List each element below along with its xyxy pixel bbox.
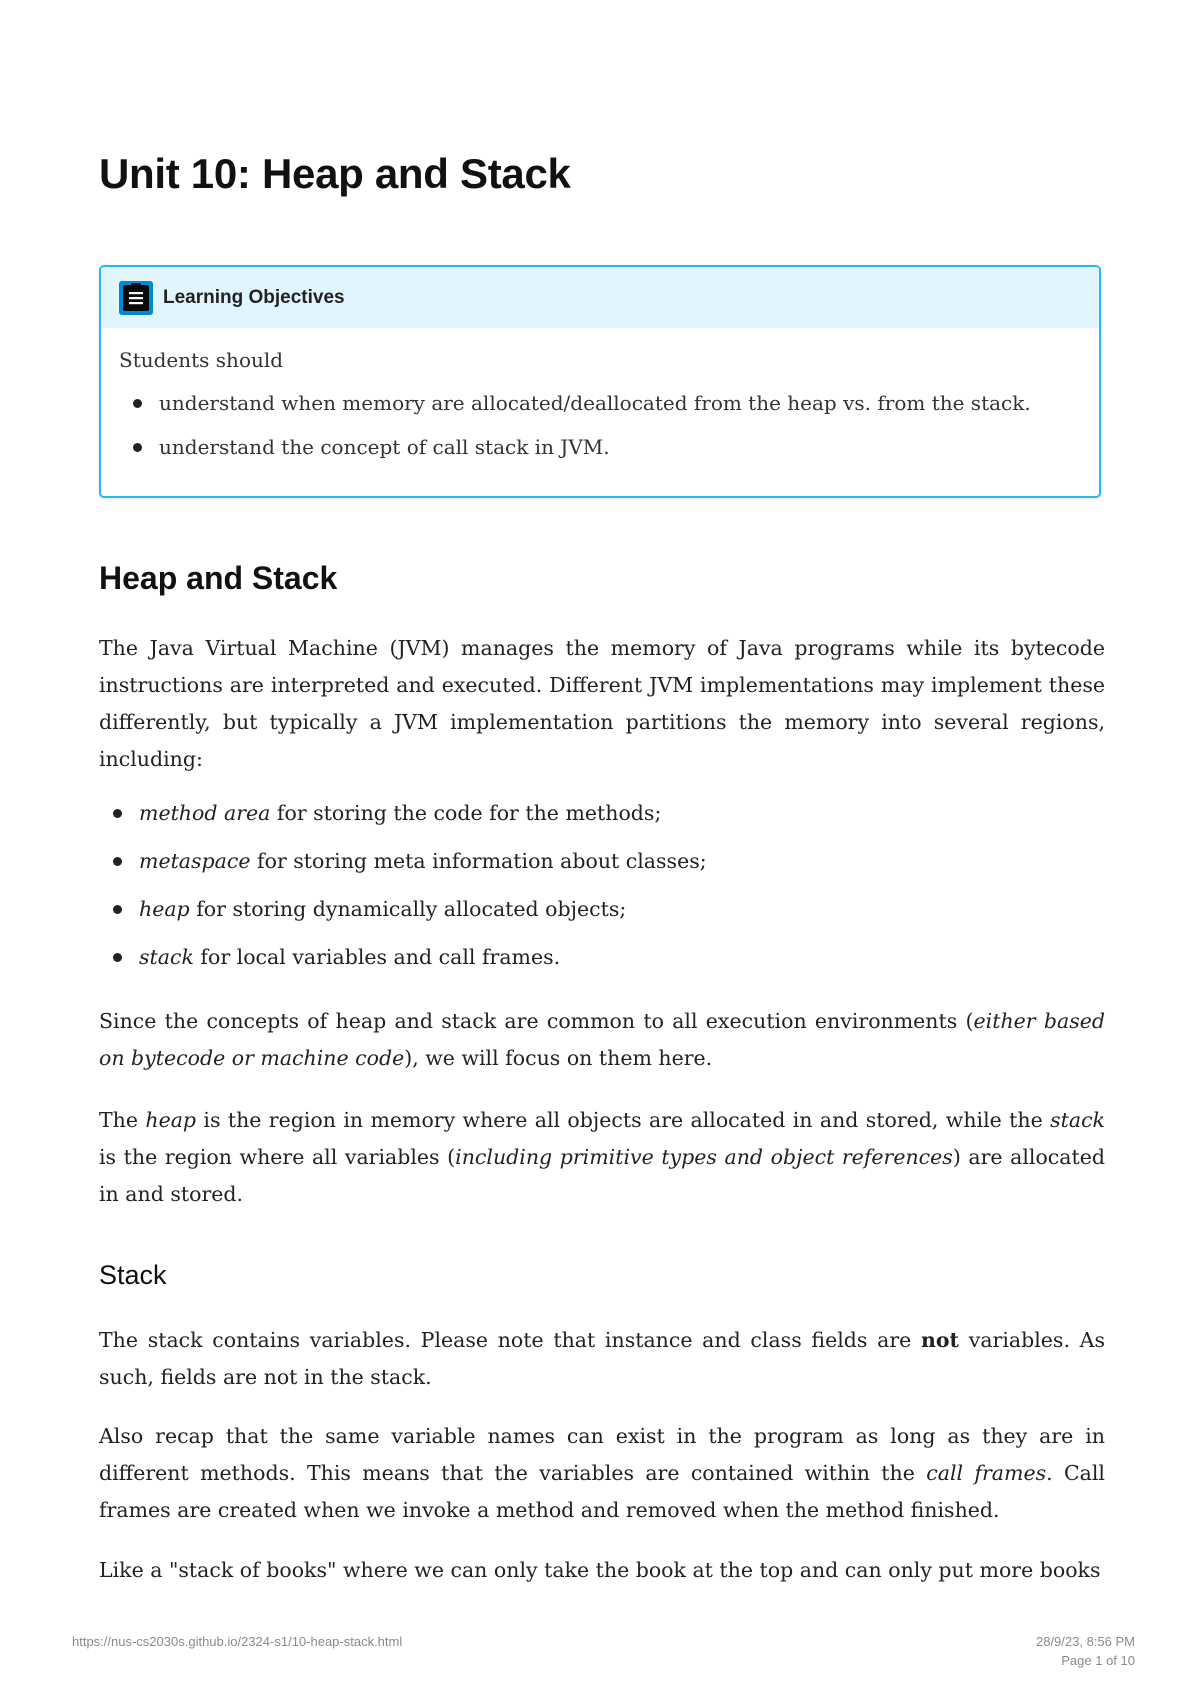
section-heading-heap-and-stack: Heap and Stack [99, 560, 338, 596]
objectives-list [119, 390, 1081, 460]
memory-regions-list [99, 797, 1105, 989]
stack-paragraph-3: Like a "stack of books" where we can only take the book at the top and can only put more books [99, 1558, 1101, 1582]
term: heap [139, 897, 190, 921]
subsection-heading-stack: Stack [99, 1260, 167, 1290]
objectives-intro: Students should [119, 348, 284, 372]
learning-objectives-box [99, 265, 1101, 498]
learning-objectives-header [101, 267, 1099, 328]
stack-paragraph-2: Also recap that the same variable names can exist in the program as long as they are in different methods. This means that the variables are contained within the call frames. Call frames are created when we invoke a method and removed when the method finished. [99, 1424, 1105, 1522]
footer-url[interactable]: https://nus-cs2030s.github.io/2324-s1/10-heap-stack.html [72, 1634, 403, 1649]
term-desc: for storing the code for the methods; [270, 801, 662, 825]
term: metaspace [139, 849, 251, 873]
heap-stack-paragraph: The heap is the region in memory where all objects are allocated in and stored, while the stack is the region where all variables (including primitive types and object references) are allocated in and stored. [99, 1108, 1106, 1206]
intro-paragraph: The Java Virtual Machine (JVM) manages the memory of Java programs while its bytecode instructions are interpreted and executed. Different JVM implementations may implement these differently, but typically a JVM implementation partitions the memory into several regions, including: [99, 636, 1105, 771]
footer-date: 28/9/23, 8:56 PM [1035, 1634, 1135, 1649]
list-item [99, 893, 1105, 941]
term: stack [139, 945, 194, 969]
term-desc: for storing dynamically allocated objects; [189, 897, 627, 921]
page-title: Unit 10: Heap and Stack [99, 150, 571, 197]
term-desc: for storing meta information about classes; [250, 849, 707, 873]
clipboard-icon [119, 281, 153, 315]
stack-paragraph-1: The stack contains variables. Please note that instance and class fields are not variables. As such, fields are not in the stack. [99, 1328, 1105, 1389]
list-item [99, 941, 1105, 989]
term-desc: for local variables and call frames. [193, 945, 561, 969]
list-item [99, 797, 1105, 845]
learning-objectives-body [101, 328, 1099, 460]
objective-item: understand the concept of call stack in JVM. [119, 434, 1081, 460]
objective-item: understand when memory are allocated/deallocated from the heap vs. from the stack. [119, 390, 1081, 416]
learning-objectives-title: Learning Objectives [163, 286, 345, 308]
footer-page-number: Page 1 of 10 [1061, 1653, 1135, 1668]
term: method area [139, 801, 271, 825]
list-item [99, 845, 1105, 893]
concepts-paragraph: Since the concepts of heap and stack are common to all execution environments (either based on bytecode or machine code), we will focus on them here. [99, 1009, 1105, 1070]
